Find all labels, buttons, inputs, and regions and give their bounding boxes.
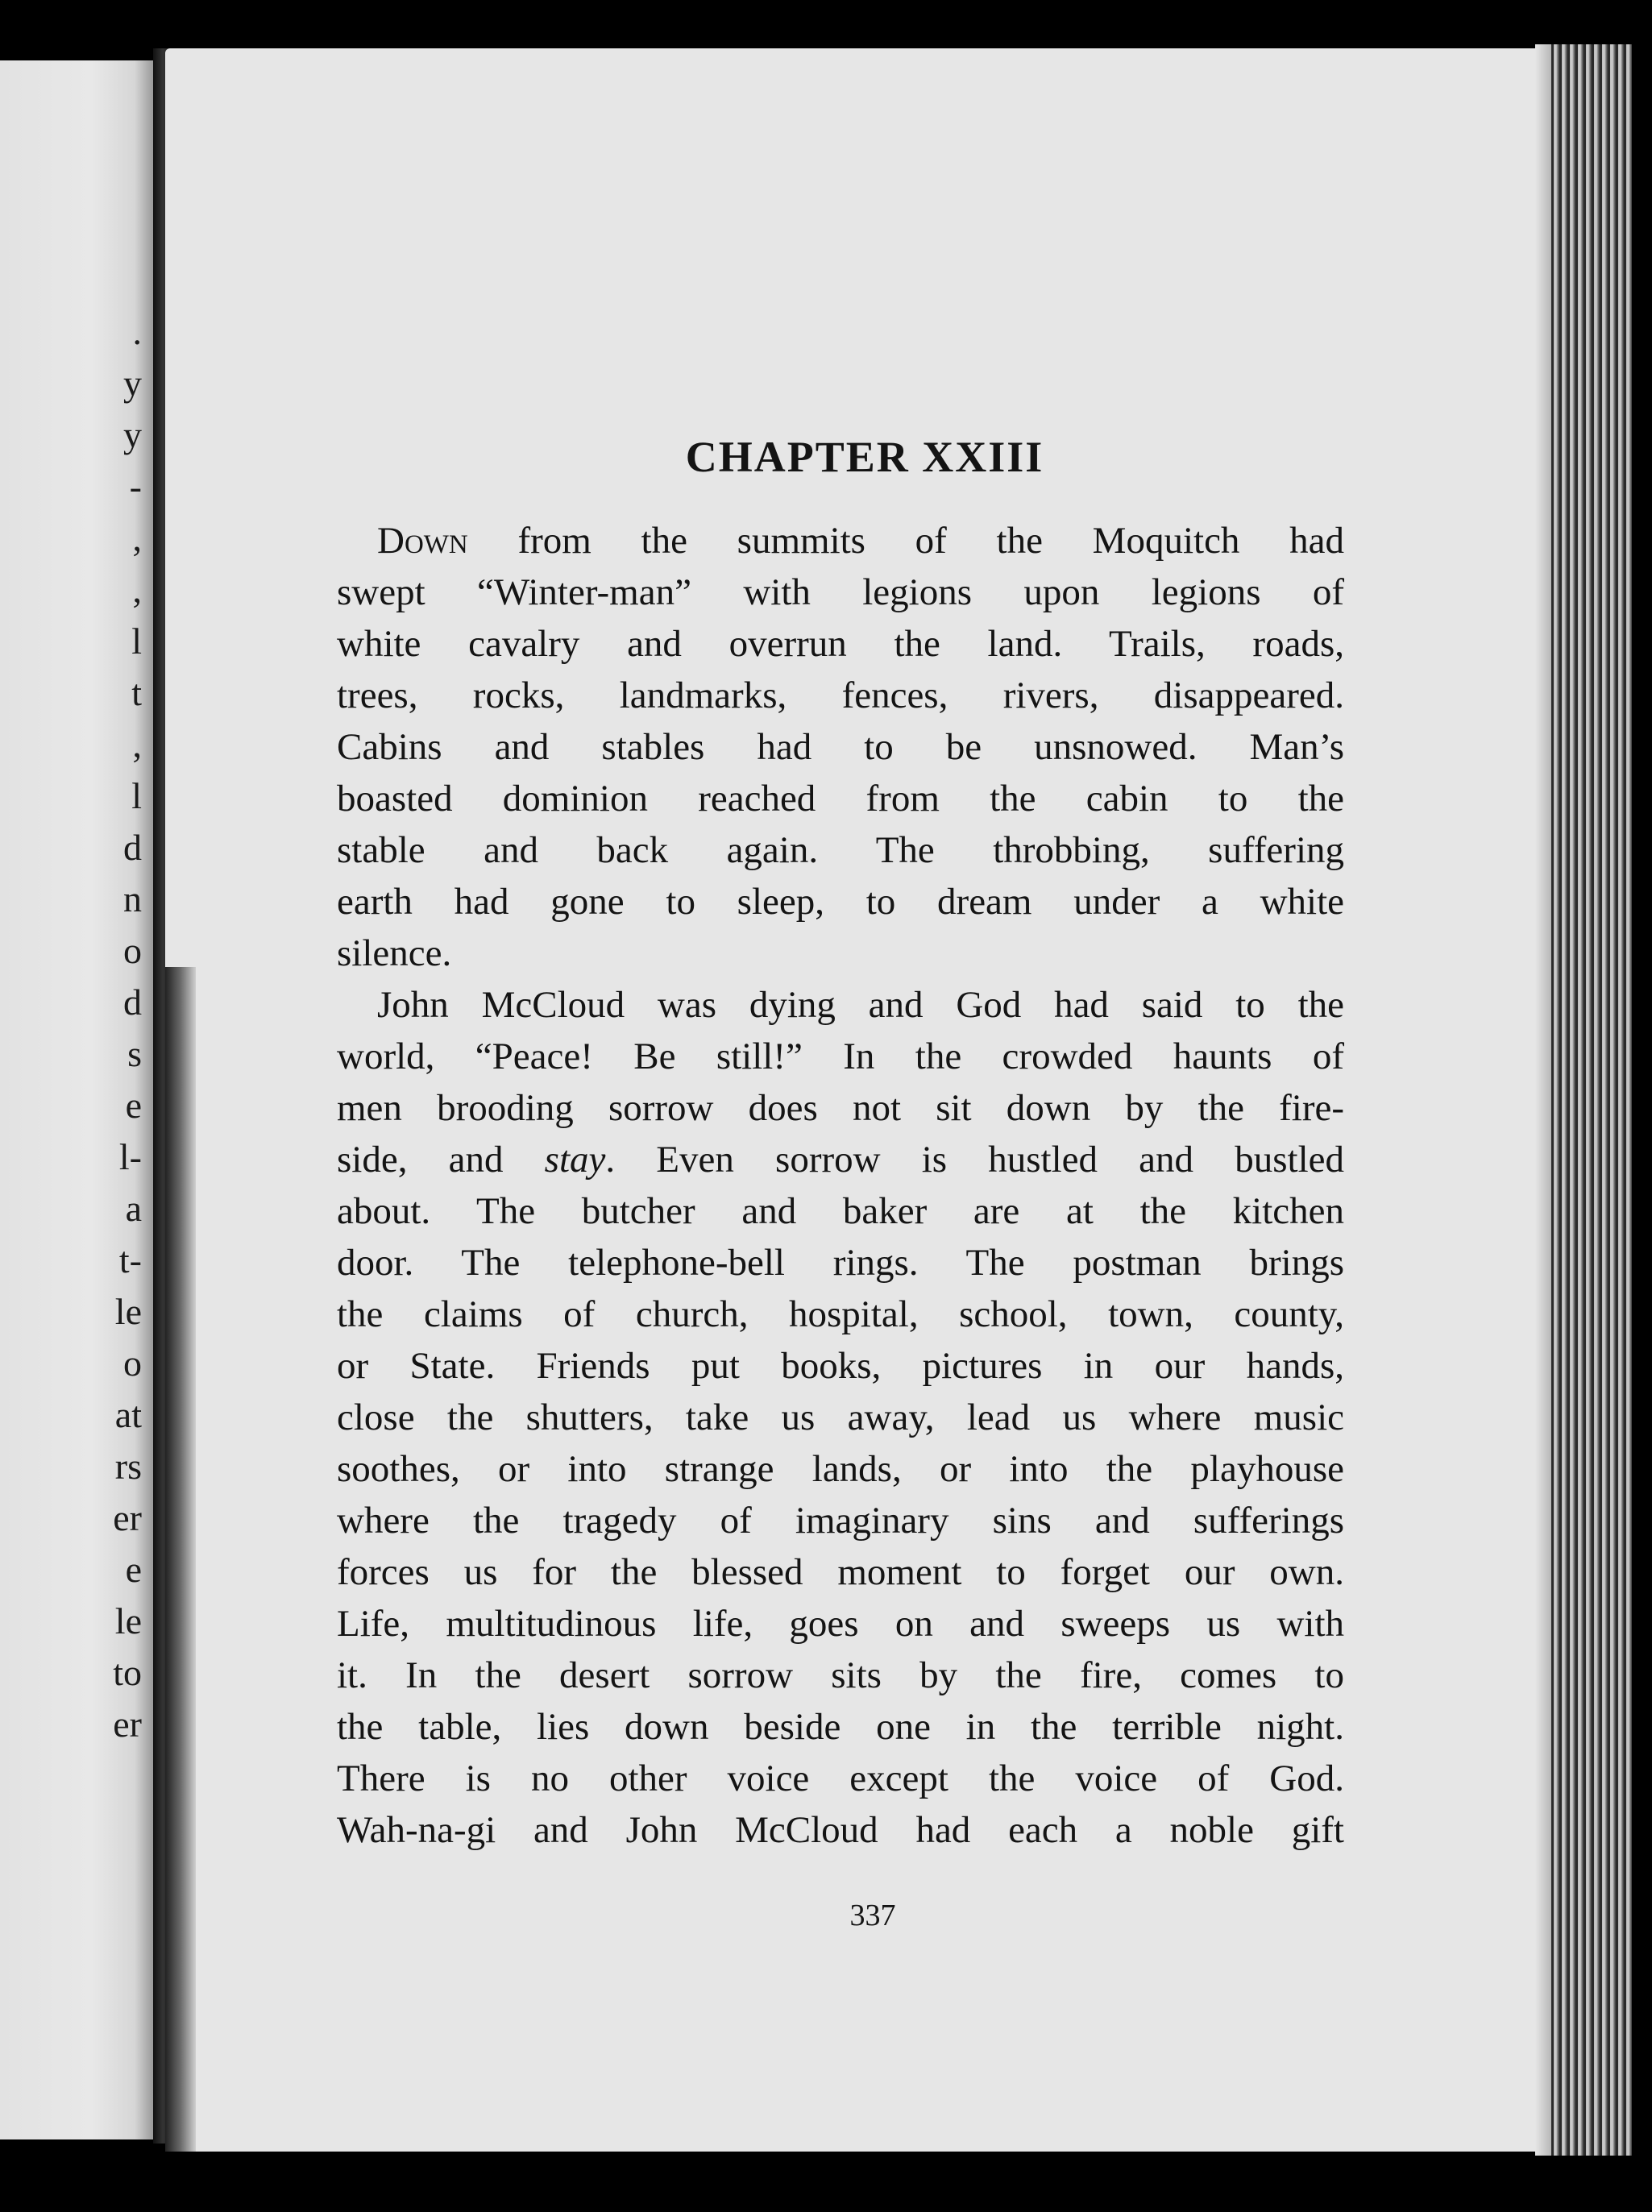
text-line: earth had gone to sleep, to dream under a white [337,881,1344,923]
text-line: silence. [337,932,452,974]
text-line: white cavalry and overrun the land. Trails, roads, [337,623,1344,665]
page-stack-edges [1551,44,1632,2156]
text-line: trees, rocks, landmarks, fences, rivers, disappeared. [337,674,1344,716]
left-page-fragment: d [123,827,142,868]
text-line: soothes, or into strange lands, or into the playhouse [337,1448,1344,1490]
chapter-title: CHAPTER XXIII [685,433,1044,481]
left-page-fragment: t- [118,1239,142,1280]
text-line: the table, lies down beside one in the terrible night. [337,1706,1344,1748]
paragraph-2 [337,979,1344,1856]
left-page-fragment: , [132,517,142,558]
text-line: stable and back again. The throbbing, suffering [337,829,1344,871]
left-page-fragment: d [123,981,142,1023]
left-page-fragment: er [113,1704,142,1745]
text-line: men brooding sorrow does not sit down by the fire- [337,1087,1344,1129]
text-line: about. The butcher and baker are at the kitchen [337,1190,1344,1232]
text-line: it. In the desert sorrow sits by the fire, comes to [337,1654,1344,1696]
text-line: forces us for the blessed moment to forget our own. [337,1551,1344,1593]
left-page-fragment: a [125,1188,142,1229]
text-line: There is no other voice except the voice of God. [337,1758,1344,1799]
left-page-fragment: at [114,1394,142,1435]
left-page-fragment: le [114,1291,142,1332]
italic-word: stay [544,1139,606,1181]
drop-word: Down [377,520,468,562]
page-number: 337 [849,1899,896,1932]
left-page-fragment: - [129,466,142,507]
left-facing-page [0,60,153,2139]
page-binding-shadow [165,967,196,2152]
text-line: world, “Peace! Be still!” In the crowded haunts of [337,1035,1344,1077]
left-page-fragment: y [123,414,142,455]
text-line: swept “Winter-man” with legions upon legions of [337,571,1344,613]
left-page-fragment: o [123,1343,142,1384]
text-line: Wah-na-gi and John McCloud had each a noble gift [337,1809,1344,1851]
text-line: the claims of church, hospital, school, town, county, [337,1293,1344,1335]
text-line: door. The telephone-bell rings. The postman brings [337,1242,1344,1284]
left-page-fragment: rs [114,1446,142,1487]
left-page-fragment: l [131,620,142,662]
left-page-fragment: y [123,363,142,404]
left-page-fragment: l [131,775,142,816]
text-line: where the tragedy of imaginary sins and sufferings [337,1500,1344,1542]
left-page-fragment: t [131,672,142,713]
left-page-fragment: e [125,1549,142,1590]
paragraph-1 [337,515,1344,979]
text-line: side, and stay. Even sorrow is hustled and bustled [337,1139,1344,1181]
text-line: or State. Friends put books, pictures in our hands, [337,1345,1344,1387]
text-line: Cabins and stables had to be unsnowed. Man’s [337,726,1344,768]
left-page-fragment: n [123,878,142,919]
left-page-fragment: s [127,1033,142,1074]
left-page-fragment: l- [118,1136,142,1177]
page-content [337,433,1344,1932]
text-line: boasted dominion reached from the cabin to the [337,778,1344,820]
text-line: John McCloud was dying and God had said to the [377,984,1344,1026]
text-line: Life, multitudinous life, goes on and sweeps us with [337,1603,1344,1645]
left-page-fragment: o [123,930,142,971]
left-page-fragment: , [132,724,142,765]
left-page-fragment: . [132,311,142,352]
left-page-fragment: er [113,1497,142,1538]
left-page-fragment: e [125,1085,142,1126]
left-page-fragment: le [114,1600,142,1641]
text-line: close the shutters, take us away, lead us where music [337,1397,1344,1438]
left-page-fragment: to [113,1652,142,1693]
text-line: Down from the summits of the Moquitch had [377,520,1344,562]
left-page-fragment: , [132,569,142,610]
